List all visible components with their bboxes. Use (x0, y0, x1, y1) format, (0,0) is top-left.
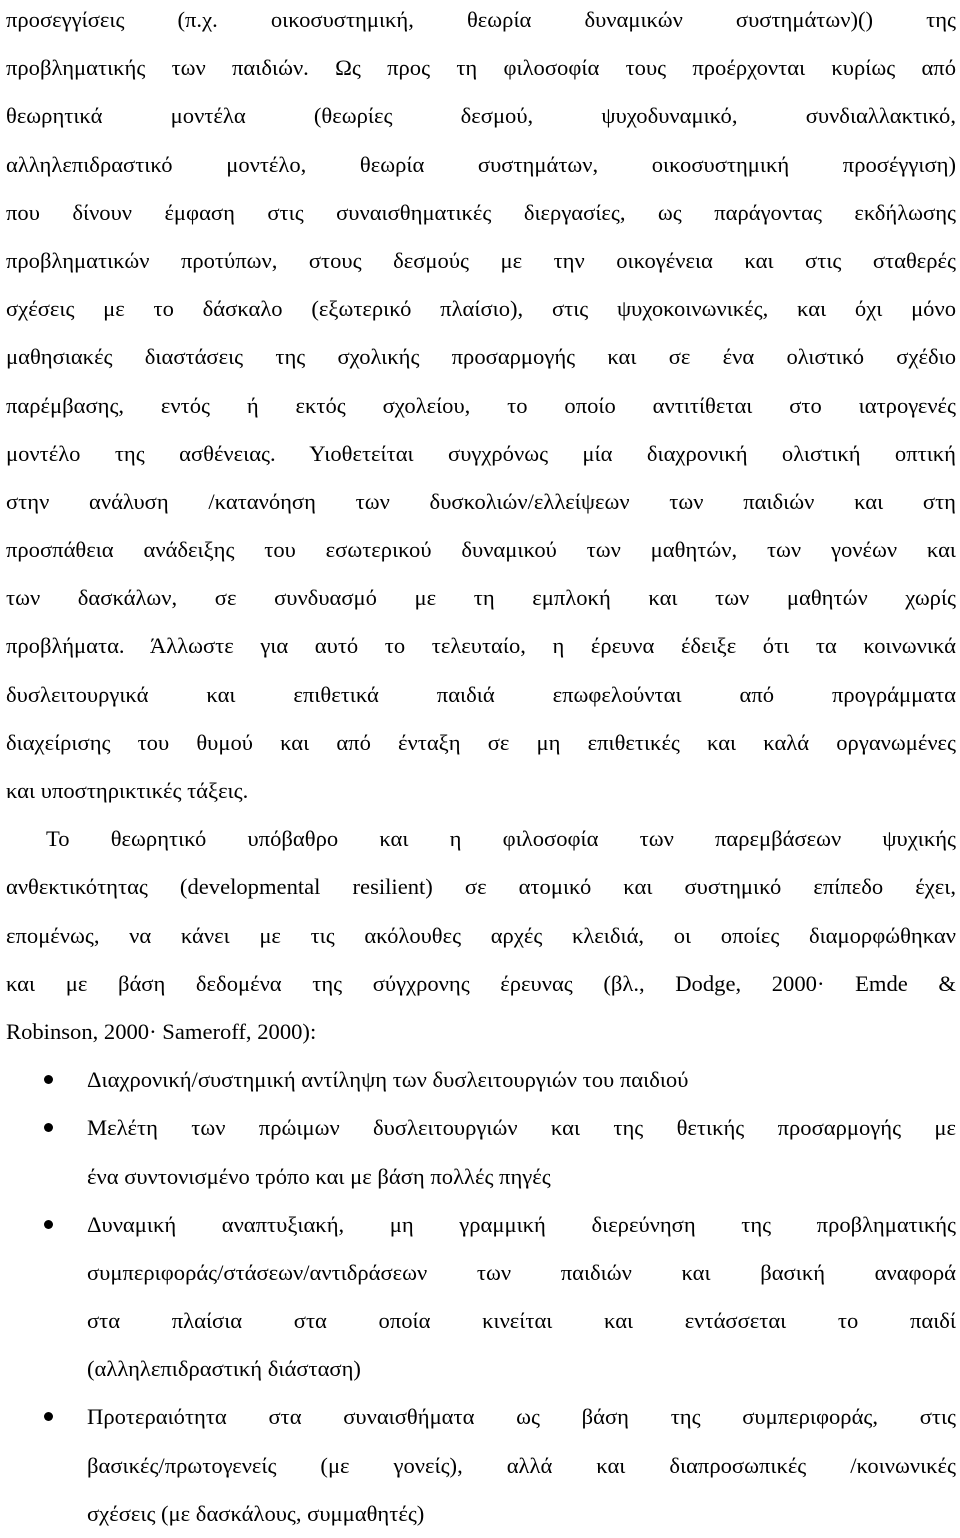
bullet-item (6, 1201, 956, 1394)
text-line: προσεγγίσεις (π.χ. οικοσυστημική, θεωρία δυναμικών συστημάτων)() της (6, 7, 956, 32)
text-line: (αλληλεπιδραστική διάσταση) (87, 1356, 361, 1382)
text-line: Διαχρονική/συστημική αντίληψη των δυσλειτουργιών του παιδιού (87, 1067, 689, 1093)
text-line: ανθεκτικότητας (developmental resilient) σε ατομικό και συστημικό επίπεδο έχει, (6, 874, 956, 900)
text-line: συμπεριφοράς/στάσεων/αντιδράσεων των παιδιών και βασική αναφορά (87, 1259, 956, 1285)
bullet-icon (44, 1412, 53, 1421)
bullet-icon (44, 1220, 53, 1229)
text-line: των δασκάλων, σε συνδυασμό με τη εμπλοκή και των μαθητών χωρίς (6, 585, 956, 611)
text-line: μαθησιακές διαστάσεις της σχολικής προσαρμογής και σε ένα ολιστικό σχέδιο (6, 344, 956, 370)
text-line: στην ανάλυση /κατανόηση των δυσκολιών/ελλείψεων των παιδιών και στη (6, 488, 956, 514)
text-line: και με βάση δεδομένα της σύγχρονης έρευνας (βλ., Dodge, 2000· Emde & (6, 970, 956, 996)
bullet-icon (44, 1123, 53, 1132)
bullet-icon (44, 1075, 53, 1084)
text-line: δυσλειτουργικά και επιθετικά παιδιά επωφελούνται από προγράμματα (6, 681, 956, 707)
text-line: προσπάθεια ανάδειξης του εσωτερικού δυναμικού των μαθητών, των γονέων και (6, 537, 956, 563)
text-line: θεωρητικά μοντέλα (θεωρίες δεσμού, ψυχοδυναμικό, συνδιαλλακτικό, (6, 103, 956, 129)
bullet-item (6, 1104, 956, 1200)
paragraph-1 (6, 0, 956, 815)
text-line: βασικές/πρωτογενείς (με γονείς), αλλά και διαπροσωπικές /κοινωνικές (87, 1452, 956, 1478)
text-line: Robinson, 2000· Sameroff, 2000): (6, 1018, 317, 1044)
text-line: επομένως, να κάνει με τις ακόλουθες αρχές κλειδιά, οι οποίες διαμορφώθηκαν (6, 922, 956, 948)
paragraph-2 (6, 815, 956, 1056)
bullet-list (6, 1056, 956, 1538)
bullet-item (6, 1056, 956, 1104)
text-line: προβλήματα. Άλλωστε για αυτό το τελευταίο, η έρευνα έδειξε ότι τα κοινωνικά (6, 633, 956, 659)
text-line: ένα συντονισμένο τρόπο και με βάση πολλές πηγές (87, 1163, 551, 1189)
text-line: μοντέλο της ασθένειας. Υιοθετείται συγχρόνως μία διαχρονική ολιστική οπτική (6, 440, 956, 466)
bullet-item (6, 1393, 956, 1538)
text-line: Το θεωρητικό υπόβαθρο και η φιλοσοφία των παρεμβάσεων ψυχικής (46, 826, 956, 852)
text-line: διαχείρισης του θυμού και από ένταξη σε μη επιθετικές και καλά οργανωμένες (6, 729, 956, 755)
text-line: σχέσεις με το δάσκαλο (εξωτερικό πλαίσιο), στις ψυχοκοινωνικές, και όχι μόνο (6, 296, 956, 322)
text-line: προβληματικών προτύπων, στους δεσμούς με την οικογένεια και στις σταθερές (6, 247, 956, 273)
text-line: Δυναμική αναπτυξιακή, μη γραμμική διερεύνηση της προβληματικής (87, 1211, 956, 1237)
text-line: σχέσεις (με δασκάλους, συμμαθητές) (87, 1500, 425, 1526)
text-line: που δίνουν έμφαση στις συναισθηματικές διεργασίες, ως παράγοντας εκδήλωσης (6, 199, 956, 225)
text-line: προβληματικής των παιδιών. Ως προς τη φιλοσοφία τους προέρχονται κυρίως από (6, 55, 956, 81)
text-line: παρέμβασης, εντός ή εκτός σχολείου, το οποίο αντιτίθεται στο ιατρογενές (6, 392, 956, 418)
text-line: Προτεραιότητα στα συναισθήματα ως βάση της συμπεριφοράς, στις (87, 1404, 956, 1430)
text-line: και υποστηρικτικές τάξεις. (6, 778, 249, 803)
text-line: αλληλεπιδραστικό μοντέλο, θεωρία συστημάτων, οικοσυστημική προσέγγιση) (6, 151, 956, 177)
text-line: Μελέτη των πρώιμων δυσλειτουργιών και της θετικής προσαρμογής με (87, 1115, 956, 1141)
text-line: στα πλαίσια στα οποία κινείται και εντάσσεται το παιδί (87, 1308, 956, 1334)
